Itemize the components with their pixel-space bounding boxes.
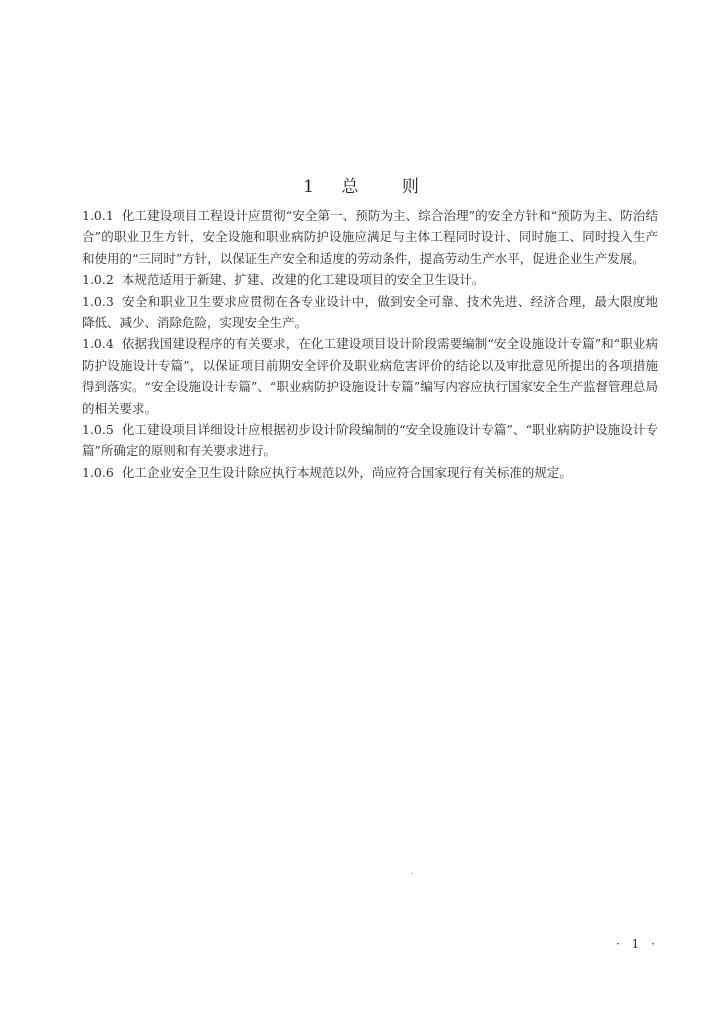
clause-text: 本规范适用于新建、扩建、改建的化工建设项目的安全卫生设计。 bbox=[121, 272, 485, 288]
chapter-title-part2: 则 bbox=[401, 177, 421, 197]
clause-1-0-2 bbox=[82, 269, 658, 290]
chapter-title-part1: 总 bbox=[341, 177, 361, 197]
clause-number: 1.0.5 bbox=[82, 422, 114, 438]
clause-number: 1.0.1 bbox=[82, 208, 114, 223]
clause-list bbox=[82, 205, 658, 483]
scan-speck bbox=[411, 873, 413, 874]
chapter-title bbox=[0, 172, 724, 197]
chapter-number: 1 bbox=[303, 177, 316, 197]
clause-text: 化工企业安全卫生设计除应执行本规范以外，尚应符合国家现行有关标准的规定。 bbox=[121, 464, 572, 480]
clause-text: 化工建设项目工程设计应贯彻“安全第一、预防为主、综合治理”的安全方针和“预防为主、防治结合”的职业卫生方针，安全设施和职业病防护设施应满足与主体工程同时设计、同时施工、同时投入生产和使用的“三同时”方针，以保证生产安全和适度的劳动条件，提高劳动生产水平，促进企业生产发展。 bbox=[82, 208, 658, 266]
clause-number: 1.0.2 bbox=[82, 272, 114, 288]
clause-text: 化工建设项目详细设计应根据初步设计阶段编制的“安全设施设计专篇”、“职业病防护设施设计专篇”所确定的原则和有关要求进行。 bbox=[82, 422, 658, 459]
clause-text: 安全和职业卫生要求应贯彻在各专业设计中，做到安全可靠、技术先进、经济合理，最大限度地降低、减少、消除危险，实现安全生产。 bbox=[82, 293, 658, 331]
clause-1-0-1 bbox=[82, 205, 658, 269]
clause-1-0-3 bbox=[82, 291, 658, 334]
clause-text: 依据我国建设程序的有关要求，在化工建设项目设计阶段需要编制“安全设施设计专篇”和“职业病防护设施设计专篇”，以保证项目前期安全评价及职业病危害评价的结论以及审批意见所提出的各项措施得到落实。“安全设施设计专篇”、“职业病防护设施设计专篇”编写内容应执行国家安全生产监督管理总局的相关要求。 bbox=[82, 336, 658, 416]
clause-1-0-4 bbox=[82, 333, 658, 419]
page-number: · 1 · bbox=[616, 937, 659, 951]
clause-1-0-5 bbox=[82, 419, 658, 462]
clause-number: 1.0.3 bbox=[82, 293, 114, 309]
clause-number: 1.0.6 bbox=[82, 464, 114, 480]
clause-number: 1.0.4 bbox=[82, 336, 114, 352]
clause-1-0-6 bbox=[82, 462, 658, 483]
